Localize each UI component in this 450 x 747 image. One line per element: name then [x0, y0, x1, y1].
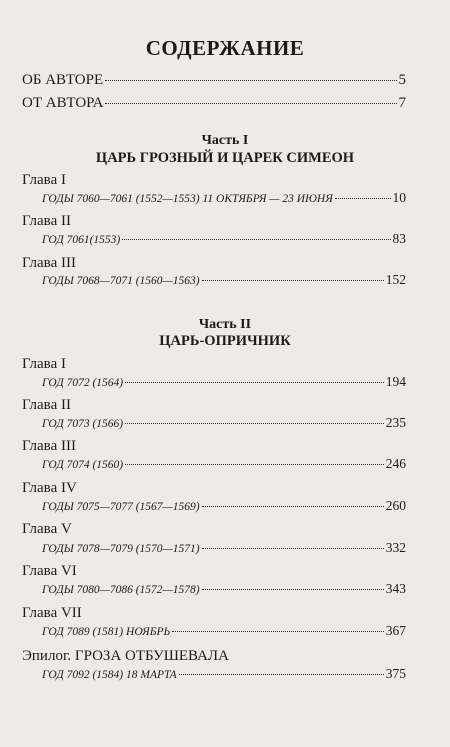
page-number: 375 [385, 666, 406, 681]
epilogue-heading: Эпилог. ГРОЗА ОТБУШЕВАЛА [22, 648, 229, 664]
chapter-entry [42, 623, 406, 639]
chapter-subtitle: ГОД 7089 (1581) НОЯБРЬ [42, 626, 171, 638]
dot-leader [335, 198, 391, 199]
chapter-heading: Глава IV [22, 480, 77, 496]
chapter-entry [42, 415, 406, 431]
chapter-subtitle: ГОДЫ 7080—7086 (1572—1578) [42, 584, 200, 596]
part-1-label: Часть I [201, 133, 249, 148]
chapter-heading: Глава II [22, 397, 71, 413]
chapter-heading: Глава VI [22, 563, 77, 579]
chapter-entry [42, 272, 406, 288]
part-2-title: ЦАРЬ-ОПРИЧНИК [159, 333, 291, 349]
dot-leader [105, 103, 396, 104]
chapter-subtitle: ГОД 7061(1553) [42, 234, 121, 246]
dot-leader [202, 589, 384, 590]
chapter-heading: Глава III [22, 438, 76, 454]
page-number: 83 [392, 231, 406, 246]
dot-leader [202, 506, 384, 507]
dot-leader [122, 239, 390, 240]
page-number: 7 [398, 95, 406, 111]
dot-leader [105, 80, 396, 81]
chapter-subtitle: ГОДЫ 7078—7079 (1570—1571) [42, 543, 200, 555]
epilogue-entry [42, 666, 406, 682]
chapter-heading: Глава III [22, 255, 76, 271]
dot-leader [202, 280, 384, 281]
chapter-heading: Глава I [22, 356, 66, 372]
page-number: 343 [385, 581, 406, 596]
chapter-entry [42, 456, 406, 472]
chapter-entry [42, 231, 406, 247]
page-number: 152 [385, 272, 406, 287]
page-number: 246 [385, 456, 406, 471]
chapter-subtitle: ГОДЫ 7060—7061 (1552—1553) 11 ОКТЯБРЯ — 23 ИЮНЯ [42, 193, 333, 205]
page-number: 367 [385, 623, 406, 638]
entry-label: ОТ АВТОРА [22, 95, 104, 111]
toc-entry-from-author [22, 95, 406, 112]
page-number: 260 [385, 498, 406, 513]
chapter-subtitle: ГОД 7072 (1564) [42, 377, 124, 389]
page-number: 5 [398, 72, 406, 88]
dot-leader [202, 548, 384, 549]
toc-title: СОДЕРЖАНИЕ [145, 36, 305, 60]
page-number: 332 [385, 540, 406, 555]
chapter-heading: Глава II [22, 213, 71, 229]
page-number: 235 [385, 415, 406, 430]
part-2-label: Часть II [198, 317, 252, 332]
chapter-entry [42, 498, 406, 514]
chapter-entry [42, 581, 406, 597]
chapter-subtitle: ГОД 7073 (1566) [42, 418, 124, 430]
page-number: 10 [392, 190, 406, 205]
dot-leader [179, 674, 384, 675]
chapter-heading: Глава VII [22, 605, 82, 621]
entry-label: ОБ АВТОРЕ [22, 72, 104, 88]
chapter-heading: Глава I [22, 172, 66, 188]
chapter-subtitle: ГОДЫ 7068—7071 (1560—1563) [42, 275, 200, 287]
dot-leader [125, 423, 384, 424]
toc-entry-about-author [22, 72, 406, 89]
chapter-entry [42, 190, 406, 206]
chapter-entry [42, 540, 406, 556]
dot-leader [172, 631, 383, 632]
part-1-title: ЦАРЬ ГРОЗНЫЙ И ЦАРЕК СИМЕОН [95, 150, 355, 166]
dot-leader [125, 464, 384, 465]
page-number: 194 [385, 374, 406, 389]
epilogue-subtitle: ГОД 7092 (1584) 18 МАРТА [42, 669, 177, 681]
chapter-entry [42, 374, 406, 390]
chapter-heading: Глава V [22, 521, 72, 537]
chapter-subtitle: ГОДЫ 7075—7077 (1567—1569) [42, 501, 200, 513]
dot-leader [125, 382, 384, 383]
chapter-subtitle: ГОД 7074 (1560) [42, 459, 124, 471]
